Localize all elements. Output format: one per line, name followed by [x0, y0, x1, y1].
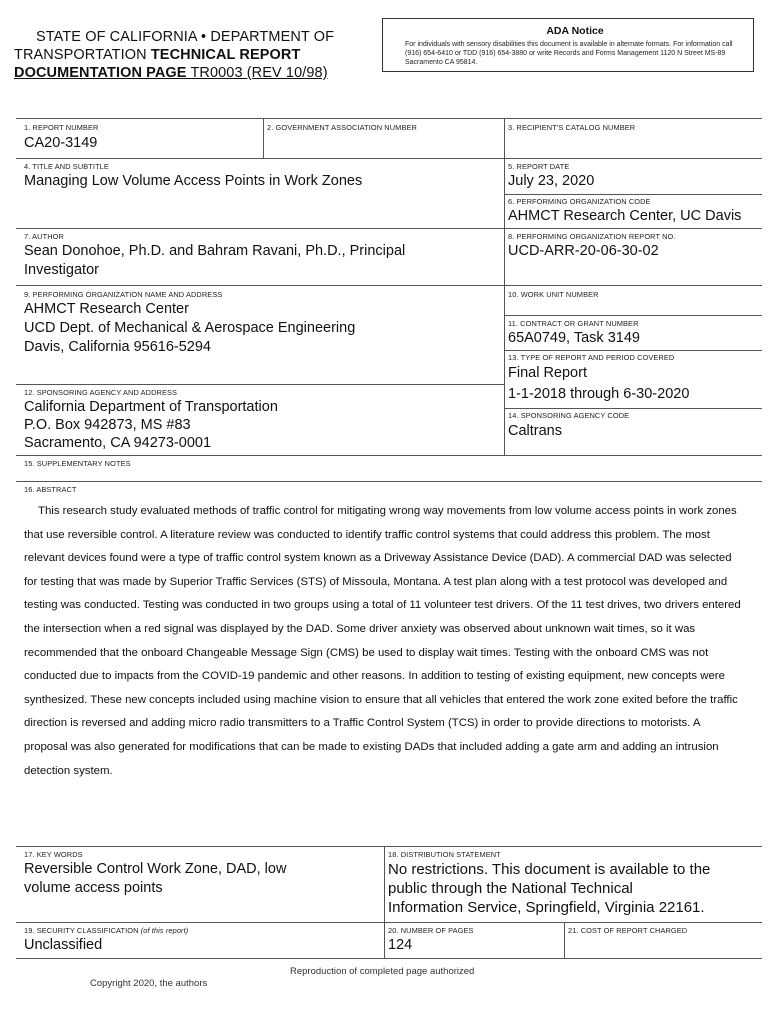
abstract-text: This research study evaluated methods of traffic control for mitigating wrong way movements from low volume access points in work zones that use reversible control. A literature review was conducted to identify traffic control systems that could address this problem. The most relevant devices found were a type of traffic control system known as a Driveway Assistance Device (DAD). A commercial DAD was selected for testing that was made by Superior Traffic Services (STS) of Missoula, Montana. A test plan along with a test protocol was developed and testing was conducted. Testing was conducted in two groups using a total of 11 volunteer test drivers. Of the 11 test drives, two drivers entered the intersection when a red signal was displayed by the DAD. Some driver anxiety was observed about unknown wait times, so it was recommended that the onboard Changeable Message Sign (CMS) be used to display wait times. Testing with the onboard CMS was not conducted due to impacts from the COVID-19 pandemic and other reasons. In addition to testing of existing equipment, new concepts were synthesized. These new concepts included using machine vision to ensure that all vehicles that entered the work zone exited before the traffic direction is reversed and adding micro radio transmitters to a Traffic Control System (TCS) in order to provide directions to motorists. A proposal was also generated for modifications that can be made to existing DADs that included adding a gate arm and adding an intrusion detection system. [24, 505, 741, 777]
field-9-label: 9. PERFORMING ORGANIZATION NAME AND ADDRESS [24, 290, 223, 299]
header-line-1: STATE OF CALIFORNIA • DEPARTMENT OF [36, 29, 335, 45]
ada-notice-body: For individuals with sensory disabilities this document is available in alternate formats. For information call (916) 654-6410 or TDD (916) 654-3880 or write Records and Forms Management 1120 N Street MS-89 Sacramento CA 95814. [405, 41, 733, 66]
field-1-label: 1. REPORT NUMBER [24, 123, 99, 132]
field-12-label: 12. SPONSORING AGENCY AND ADDRESS [24, 388, 178, 397]
field-21-label: 21. COST OF REPORT CHARGED [568, 926, 688, 935]
field-8-label: 8. PERFORMING ORGANIZATION REPORT NO. [508, 232, 676, 241]
field-20-label: 20. NUMBER OF PAGES [388, 926, 474, 935]
rule-11-13 [504, 350, 762, 351]
rule-5-6 [504, 194, 762, 195]
header-line-3 [14, 64, 354, 82]
field-8-value: UCD-ARR-20-06-30-02 [508, 243, 659, 259]
field-19-label-note: (of this report) [140, 926, 189, 935]
rule-13-14 [504, 408, 762, 409]
field-19-label [24, 926, 188, 935]
field-20-value: 124 [388, 937, 413, 953]
form-header [14, 28, 354, 82]
divider-17-18 [384, 846, 385, 958]
field-7-value-line-1: Sean Donohoe, Ph.D. and Bahram Ravani, Ph.D., Principal [24, 243, 406, 259]
rule-row-15 [16, 455, 762, 456]
field-3-label: 3. RECIPIENT'S CATALOG NUMBER [508, 123, 636, 132]
copyright-note: Copyright 2020, the authors [90, 978, 208, 989]
field-17-label: 17. KEY WORDS [24, 850, 83, 859]
ada-notice-box [382, 18, 754, 72]
field-2-label: 2. GOVERNMENT ASSOCIATION NUMBER [267, 123, 417, 132]
field-15-label: 15. SUPPLEMENTARY NOTES [24, 459, 131, 468]
field-18-value-line-1: No restrictions. This document is available to the [388, 861, 711, 878]
divider-1-2 [263, 118, 264, 158]
header-line-2b: TECHNICAL REPORT [150, 47, 301, 63]
header-line-3b: TR0003 (REV 10/98) [186, 65, 328, 81]
field-18-label: 18. DISTRIBUTION STATEMENT [388, 850, 501, 859]
field-13-value-line-2: 1-1-2018 through 6-30-2020 [508, 386, 690, 402]
field-11-label: 11. CONTRACT OR GRANT NUMBER [508, 319, 639, 328]
field-1-value: CA20-3149 [24, 135, 98, 151]
field-5-label: 5. REPORT DATE [508, 162, 570, 171]
field-12-value-line-3: Sacramento, CA 94273-0001 [24, 435, 212, 451]
field-6-label: 6. PERFORMING ORGANIZATION CODE [508, 197, 651, 206]
field-6-value: AHMCT Research Center, UC Davis [508, 208, 742, 224]
field-9-value-line-3: Davis, California 95616-5294 [24, 339, 211, 355]
rule-row-3 [16, 285, 762, 286]
field-10-label: 10. WORK UNIT NUMBER [508, 290, 599, 299]
ada-notice-title: ADA Notice [546, 25, 604, 37]
rule-row-17 [16, 846, 762, 847]
field-19-label-main: 19. SECURITY CLASSIFICATION [24, 926, 141, 935]
rule-row-2 [16, 228, 762, 229]
field-17-value-line-1: Reversible Control Work Zone, DAD, low [24, 861, 287, 877]
rule-row-1 [16, 158, 762, 159]
field-18-value-line-3: Information Service, Springfield, Virginia 22161. [388, 899, 705, 916]
field-9-value-line-1: AHMCT Research Center [24, 301, 189, 317]
divider-right-column [504, 118, 505, 455]
reproduction-note: Reproduction of completed page authorized [290, 966, 475, 977]
rule-top [16, 118, 762, 119]
field-16-label: 16. ABSTRACT [24, 485, 77, 494]
rule-10-11 [504, 315, 762, 316]
field-9-value-line-2: UCD Dept. of Mechanical & Aerospace Engineering [24, 320, 356, 336]
header-line-3a: DOCUMENTATION PAGE [14, 65, 187, 81]
header-line-2 [14, 46, 354, 64]
rule-bottom [16, 958, 762, 959]
field-13-label: 13. TYPE OF REPORT AND PERIOD COVERED [508, 353, 675, 362]
field-13-value-line-1: Final Report [508, 365, 587, 381]
rule-row-19 [16, 922, 762, 923]
field-19-value: Unclassified [24, 937, 103, 953]
field-12-value-line-1: California Department of Transportation [24, 399, 278, 415]
field-14-label: 14. SPONSORING AGENCY CODE [508, 411, 630, 420]
field-11-value: 65A0749, Task 3149 [508, 330, 640, 346]
field-7-value-line-2: Investigator [24, 262, 99, 278]
field-14-value: Caltrans [508, 423, 562, 439]
rule-row-16 [16, 481, 762, 482]
field-18-value-line-2: public through the National Technical [388, 880, 633, 897]
field-4-label: 4. TITLE AND SUBTITLE [24, 162, 109, 171]
header-line-2a: TRANSPORTATION [14, 47, 151, 63]
field-17-value-line-2: volume access points [24, 880, 163, 896]
field-5-value: July 23, 2020 [508, 173, 595, 189]
field-12-value-line-2: P.O. Box 942873, MS #83 [24, 417, 191, 433]
divider-20-21 [564, 922, 565, 958]
field-7-label: 7. AUTHOR [24, 232, 64, 241]
field-4-value: Managing Low Volume Access Points in Work Zones [24, 173, 363, 189]
rule-9-12 [16, 384, 504, 385]
